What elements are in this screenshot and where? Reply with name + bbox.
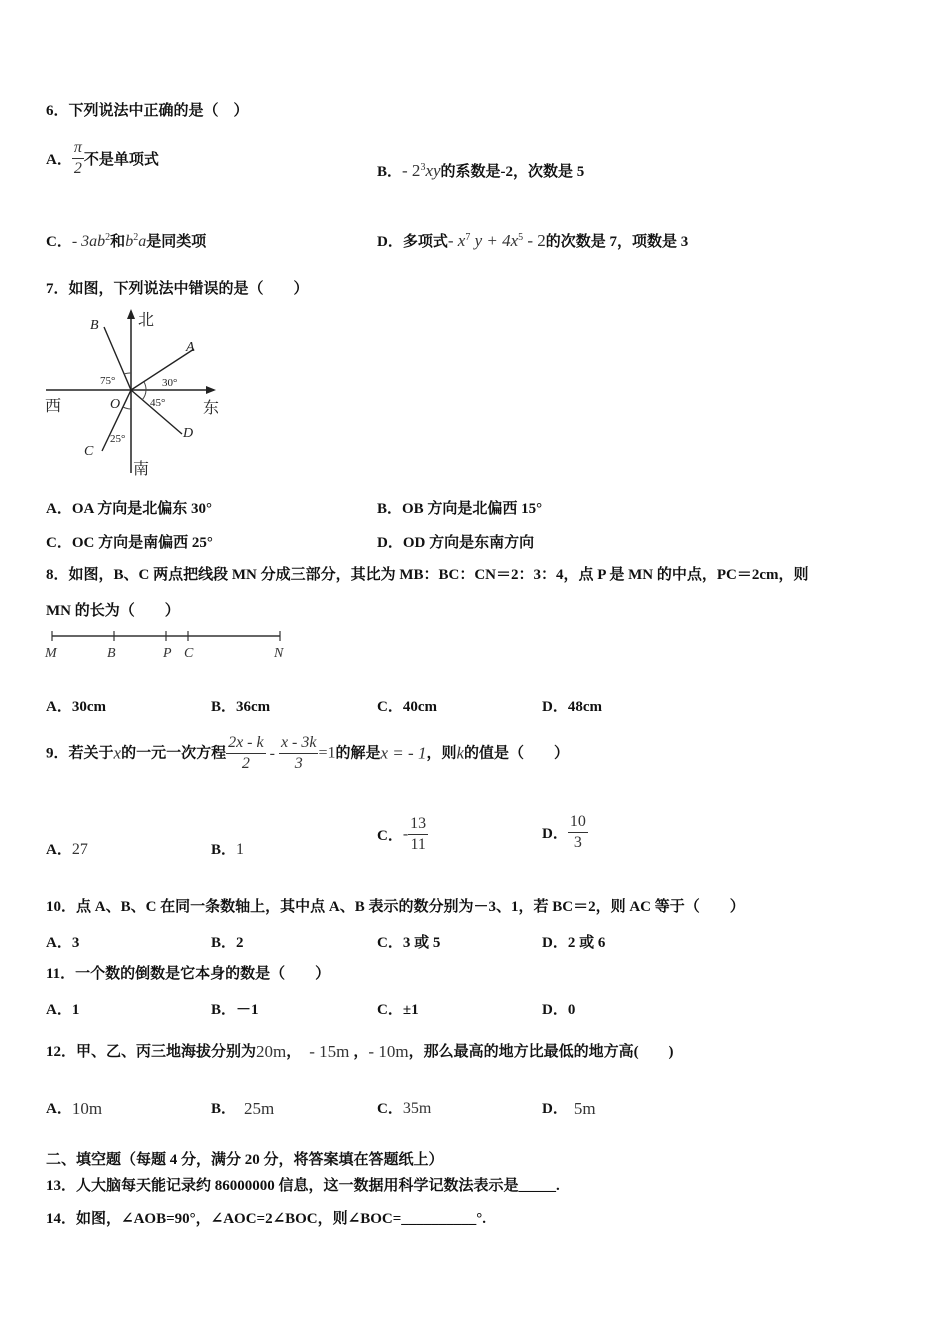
label-b: B bbox=[90, 318, 99, 333]
q12-option-b[interactable]: B． 25m bbox=[211, 1099, 275, 1118]
q6-b-expr: - 2 bbox=[402, 161, 421, 180]
north-arrowhead bbox=[127, 309, 135, 319]
q8-stem-line2: MN 的长为（ ） bbox=[46, 603, 180, 619]
q6-a-text: 不是单项式 bbox=[83, 152, 159, 168]
q13-stem: 13．人大脑每天能记录约 86000000 信息，这一数据用科学记数法表示是_____. bbox=[46, 1178, 560, 1194]
q9-c-fraction: $\frac{13}{11}$ bbox=[410, 815, 427, 853]
q9-option-a[interactable]: A．27 bbox=[46, 841, 88, 858]
q10-option-d[interactable]: D．2 或 6 bbox=[542, 935, 606, 951]
q6-b-text: 的系数是-2，次数是 5 bbox=[440, 164, 585, 180]
label-75: 75° bbox=[100, 375, 116, 387]
q11-option-c[interactable]: C．±1 bbox=[377, 1002, 419, 1018]
q11-option-a[interactable]: A．1 bbox=[46, 1002, 80, 1018]
q12-option-a[interactable]: A．10m bbox=[46, 1099, 103, 1118]
q7-option-d[interactable]: D．OD 方向是东南方向 bbox=[377, 535, 535, 551]
label-m: M bbox=[45, 646, 57, 661]
q10-option-a[interactable]: A．3 bbox=[46, 935, 80, 951]
q9-option-b[interactable]: B．1 bbox=[211, 841, 245, 858]
label-c: C bbox=[184, 646, 194, 661]
q6-b-label: B． bbox=[377, 164, 403, 180]
compass-direction-figure bbox=[44, 307, 224, 479]
label-d: D bbox=[183, 426, 194, 441]
label-east: 东 bbox=[203, 400, 220, 417]
q9-option-d[interactable]: D． $\frac{10}{3}$ bbox=[542, 813, 586, 851]
arc-25 bbox=[123, 407, 131, 409]
label-south: 南 bbox=[133, 461, 150, 478]
q11-option-d[interactable]: D．0 bbox=[542, 1002, 576, 1018]
q12-option-d[interactable]: D． 5m bbox=[542, 1099, 596, 1118]
q6-option-b[interactable]: B．- $2^3xy$的系数是-2，次数是 5 bbox=[377, 161, 585, 180]
q6-d-label: D．多项式 bbox=[377, 234, 448, 250]
q6-option-a[interactable] bbox=[46, 138, 159, 179]
q6-option-d[interactable]: D．多项式- $x^7$ $y + 4x^5 - 2$的次数是 7，项数是 3 bbox=[377, 231, 689, 250]
q10-option-b[interactable]: B．2 bbox=[211, 935, 244, 951]
arc-45 bbox=[142, 390, 146, 400]
q12-stem: 12．甲、乙、丙三地海拔分别为20m， - 15m ，- 10m，那么最高的地方比最低的地方高( ) bbox=[46, 1042, 674, 1061]
label-a: A bbox=[186, 340, 195, 355]
label-25: 25° bbox=[110, 433, 126, 445]
q11-option-b[interactable]: B．－1 bbox=[211, 1002, 259, 1018]
q6-d-text: 的次数是 7，项数是 3 bbox=[545, 234, 689, 250]
q7-option-c[interactable]: C．OC 方向是南偏西 25° bbox=[46, 535, 213, 551]
q6-c-label: C． bbox=[46, 234, 72, 250]
label-c: C bbox=[84, 444, 94, 459]
label-north: 北 bbox=[138, 312, 155, 329]
q6-option-c[interactable]: C．- $3ab^2$和$b^2a$是同类项 bbox=[46, 232, 207, 250]
q7-option-b[interactable]: B．OB 方向是北偏西 15° bbox=[377, 501, 543, 517]
label-b: B bbox=[107, 646, 116, 661]
q9-fraction-1: $\frac{2x - k}{2}$ bbox=[228, 734, 264, 773]
label-o: O bbox=[110, 397, 121, 412]
label-n: N bbox=[274, 646, 284, 661]
q8-stem-line1: 8．如图，B、C 两点把线段 MN 分成三部分，其比为 MB：BC：CN＝2：3：4，点 P 是 MN 的中点，PC＝2cm，则 bbox=[46, 567, 809, 583]
arc-30 bbox=[144, 382, 146, 390]
q11-stem: 11．一个数的倒数是它本身的数是（ ） bbox=[46, 966, 331, 982]
section-2-heading: 二、填空题（每题 4 分，满分 20 分，将答案填在答题纸上） bbox=[46, 1152, 444, 1168]
q10-option-c[interactable]: C．3 或 5 bbox=[377, 935, 441, 951]
q8-option-b[interactable]: B．36cm bbox=[211, 699, 271, 715]
q9-fraction-2: $\frac{x - 3k}{3}$ bbox=[280, 734, 317, 773]
q9-d-fraction: $\frac{10}{3}$ bbox=[569, 813, 586, 851]
q12-option-c[interactable]: C．35m bbox=[377, 1100, 432, 1117]
label-30: 30° bbox=[162, 377, 178, 389]
q8-option-d[interactable]: D．48cm bbox=[542, 699, 602, 715]
arc-75 bbox=[124, 373, 131, 374]
q7-option-a[interactable]: A．OA 方向是北偏东 30° bbox=[46, 501, 213, 517]
q10-stem: 10．点 A、B、C 在同一条数轴上，其中点 A、B 表示的数分别为－3、1，若 BC＝2，则 AC 等于（ ） bbox=[46, 899, 745, 915]
label-p: P bbox=[163, 646, 172, 661]
q7-stem: 7．如图，下列说法中错误的是（ ） bbox=[46, 281, 309, 297]
q6-c-text: 是同类项 bbox=[146, 234, 207, 250]
q8-option-a[interactable]: A．30cm bbox=[46, 699, 106, 715]
q9-option-c[interactable]: C．- $\frac{13}{11}$ bbox=[377, 815, 427, 853]
label-45: 45° bbox=[150, 397, 166, 409]
q6-a-fraction: $\frac{\pi}{2}$ bbox=[73, 139, 82, 177]
q8-option-c[interactable]: C．40cm bbox=[377, 699, 437, 715]
q9-stem: 9．若关于x的一元一次方程 $\frac{2x - k}{2}$ - $\frac{x - 3k}{3}$ =1的解是x = - 1，则k的值是（ ） bbox=[46, 734, 570, 773]
segment-mn-figure bbox=[44, 628, 294, 662]
q6-stem: 6．下列说法中正确的是（ ） bbox=[46, 103, 249, 119]
q6-a-label: A． bbox=[46, 152, 72, 168]
q14-stem: 14．如图，∠AOB=90°，∠AOC=2∠BOC，则∠BOC=__________°. bbox=[46, 1211, 487, 1227]
label-west: 西 bbox=[45, 398, 62, 415]
east-arrowhead bbox=[206, 386, 216, 394]
